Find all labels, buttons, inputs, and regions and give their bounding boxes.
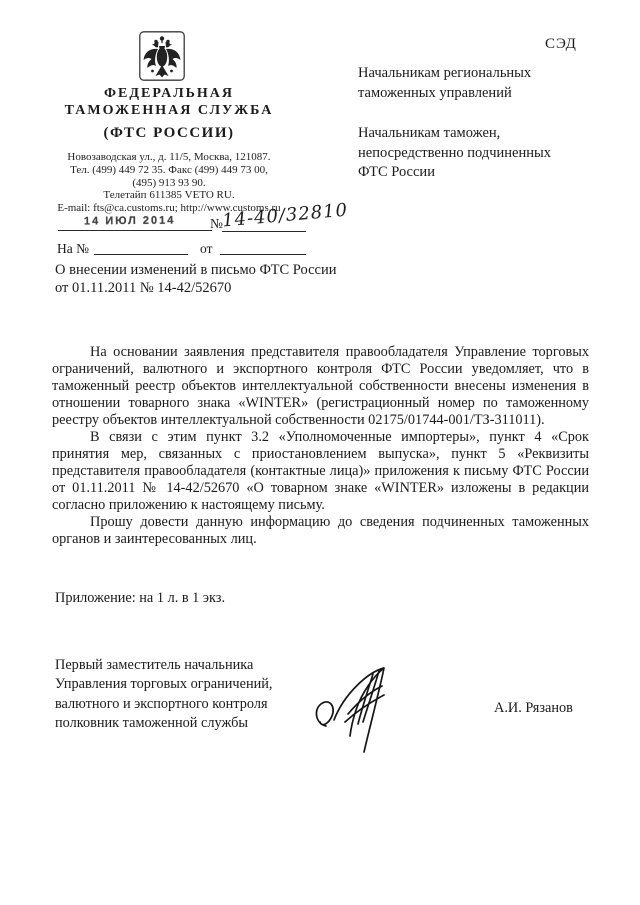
reply-date-underline: [220, 254, 306, 255]
signatory-title-line1: Первый заместитель начальника: [55, 657, 254, 673]
sed-label: СЭД: [545, 36, 577, 52]
contact-phone: Тел. (499) 449 72 35. Факс (499) 449 73 00,: [70, 163, 268, 176]
coat-of-arms-icon: [139, 31, 185, 86]
date-underline: [58, 230, 212, 231]
reply-number-underline: [94, 254, 188, 255]
org-name-line1: ФЕДЕРАЛЬНАЯ: [103, 86, 234, 101]
contact-teletype: Телетайп 611385 VETO RU.: [103, 189, 235, 202]
body-paragraph-1: На основании заявления представителя правообладателя Управление торговых ограничений, валютного и экспортного контроля ФТС России уведомляет, что в таможенный реестр объектов интеллектуальной собственности внесены изменения в отношении товарного знака «WINTER» (регистрационный номер по таможенному реестру объектов интеллектуальной собственности 02175/01744-001/ТЗ-311011).: [52, 344, 589, 428]
handwritten-signature: [310, 660, 425, 765]
contact-email: E-mail: fts@ca.customs.ru; http://www.customs.ru: [57, 202, 281, 215]
body-paragraph-2: В связи с этим пункт 3.2 «Уполномоченные импортеры», пункт 4 «Срок принятия мер, связанных с приостановлением выпуска», пункт 5 «Реквизиты представителя правообладателя (контактные лица)» приложения к письму ФТС России от 01.11.2011 № 14-42/52670 «О товарном знаке «WINTER» изложены в редакции согласно приложению к настоящему письму.: [52, 429, 589, 513]
signatory-title-block: [55, 656, 315, 733]
signatory-title-line2: Управления торговых ограничений,: [55, 676, 273, 693]
reply-to-label: На №: [57, 241, 89, 256]
attachment-note: Приложение: на 1 л. в 1 экз.: [55, 590, 226, 606]
signatory-title-line4: полковник таможенной службы: [55, 714, 249, 731]
date-stamp: 14 ИЮЛ 2014: [83, 214, 176, 228]
reply-from-label: от: [200, 241, 213, 256]
signatory-name: А.И. Рязанов: [494, 700, 573, 716]
letter-body: [52, 344, 589, 548]
number-underline: [222, 231, 306, 232]
contact-phone2: (495) 913 93 90.: [132, 176, 206, 189]
body-paragraph-3: Прошу довести данную информацию до сведения подчиненных таможенных органов и заинтересованных лиц.: [52, 514, 589, 547]
subject-line: О внесении изменений в письмо ФТС России от 01.11.2011 № 14-42/52670: [55, 262, 337, 296]
recipients-block: [358, 64, 570, 183]
recipient-customs-houses: Начальникам таможен, непосредственно подчиненных ФТС России: [358, 125, 551, 180]
recipient-regional-departments: Начальникам региональных таможенных управлений: [358, 65, 532, 101]
org-name-line2: ТАМОЖЕННАЯ СЛУЖБА: [64, 102, 274, 118]
letterhead-org-block: [6, 86, 332, 215]
outgoing-number-handwritten: 14-40/32810: [221, 199, 349, 232]
org-short-name: (ФТС РОССИИ): [103, 125, 235, 141]
number-label: №: [210, 216, 223, 231]
contact-address: Новозаводская ул., д. 11/5, Москва, 121087.: [67, 151, 271, 163]
signatory-title-line3: валютного и экспортного контроля: [55, 695, 268, 712]
